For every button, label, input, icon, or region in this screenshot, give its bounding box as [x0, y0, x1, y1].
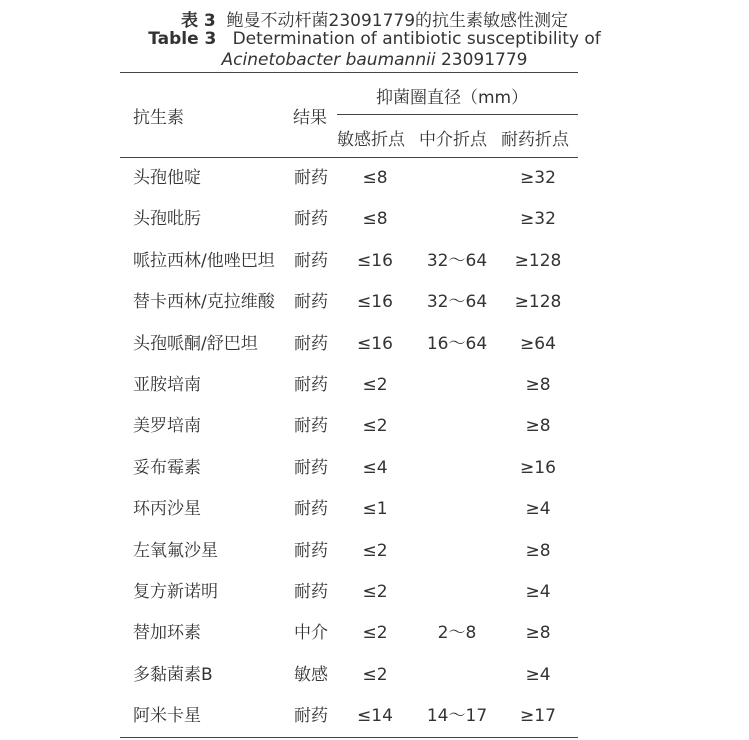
intermediate-breakpoint-text: 16～64: [426, 333, 488, 354]
table-label-cn: 表 3: [180, 11, 216, 31]
resistant-breakpoint-text: ≥4: [525, 664, 551, 685]
antibiotic-name: 替加环素: [133, 623, 201, 644]
susceptible-breakpoint-text: ≤8: [362, 209, 388, 230]
table-label-en: Table 3: [148, 29, 217, 49]
header-result: 结果: [293, 108, 327, 128]
antibiotic-name: 复方新诺明: [133, 582, 218, 602]
susceptible-breakpoint-text: ≤14: [357, 706, 393, 727]
species-name: Acinetobacter baumannii: [221, 50, 436, 70]
resistant-breakpoint-text: ≥128: [514, 292, 562, 313]
resistant-breakpoint-text: ≥17: [520, 706, 556, 727]
antibiotic-name: 头孢吡肟: [133, 209, 201, 230]
header-diameter-group: 抑菌圈直径（mm）: [376, 88, 529, 108]
intermediate-breakpoint-text: 32～64: [426, 292, 488, 313]
result-cell: 耐药: [294, 706, 328, 727]
header-sub-rule: [337, 114, 578, 115]
susceptible-breakpoint-text: ≤8: [362, 168, 388, 188]
header-resistant: 耐药折点: [501, 130, 569, 150]
intermediate-breakpoint-text: 32～64: [426, 250, 488, 271]
header-susceptible: 敏感折点: [337, 130, 405, 150]
bottom-rule: [120, 737, 578, 738]
header-intermediate: 中介折点: [419, 130, 487, 150]
antibiotic-name: 环丙沙星: [133, 499, 201, 520]
result-cell: 耐药: [294, 540, 328, 561]
intermediate-breakpoint-text: 14～17: [426, 706, 488, 727]
result-cell: 耐药: [294, 457, 328, 478]
table-title-species: [0, 50, 749, 70]
antibiotic-name: 美罗培南: [133, 416, 201, 437]
table-title-cn: [0, 6, 749, 31]
resistant-breakpoint-text: ≥32: [520, 168, 556, 188]
intermediate-breakpoint-text: 2～8: [437, 623, 477, 644]
resistant-breakpoint-text: ≥128: [514, 250, 562, 271]
result-cell: 中介: [294, 623, 328, 644]
result-cell: 耐药: [294, 250, 328, 271]
susceptible-breakpoint-text: ≤2: [362, 623, 388, 644]
antibiotic-name: 亚胺培南: [133, 375, 201, 395]
result-cell: 耐药: [294, 333, 328, 354]
result-cell: 耐药: [294, 209, 328, 230]
table-title-en-text: Determination of antibiotic susceptibility of: [232, 29, 601, 49]
table-title-en: [0, 29, 749, 49]
antibiotic-name: 头孢他啶: [133, 168, 201, 188]
susceptible-breakpoint-text: ≤16: [357, 333, 393, 354]
result-cell: 耐药: [294, 416, 328, 437]
susceptible-breakpoint-text: ≤1: [362, 499, 388, 520]
header-antibiotic: 抗生素: [133, 108, 184, 128]
result-cell: 耐药: [294, 499, 328, 520]
resistant-breakpoint-text: ≥64: [520, 333, 556, 354]
resistant-breakpoint-text: ≥4: [525, 499, 551, 520]
result-cell: 耐药: [294, 582, 328, 602]
antibiotic-name: 哌拉西林/他唑巴坦: [133, 250, 275, 271]
table-title-cn-text: 鲍曼不动杆菌23091779的抗生素敏感性测定: [226, 11, 569, 31]
susceptible-breakpoint-text: ≤2: [362, 664, 388, 685]
susceptible-breakpoint-text: ≤4: [362, 457, 388, 478]
susceptible-breakpoint-text: ≤2: [362, 582, 388, 602]
top-rule: [120, 72, 578, 73]
strain-id: 23091779: [440, 50, 528, 70]
resistant-breakpoint-text: ≥8: [525, 623, 551, 644]
antibiotic-name: 头孢哌酮/舒巴坦: [133, 333, 258, 354]
susceptible-breakpoint-text: ≤16: [357, 292, 393, 313]
result-cell: 敏感: [294, 664, 328, 685]
antibiotic-name: 替卡西林/克拉维酸: [133, 292, 275, 313]
antibiotic-name: 左氧氟沙星: [133, 540, 218, 561]
resistant-breakpoint-text: ≥8: [525, 375, 551, 395]
resistant-breakpoint-text: ≥4: [525, 582, 551, 602]
susceptible-breakpoint-text: ≤16: [357, 250, 393, 271]
result-cell: 耐药: [294, 168, 328, 188]
resistant-breakpoint-text: ≥8: [525, 416, 551, 437]
antibiotic-name: 多黏菌素B: [133, 664, 213, 685]
susceptible-breakpoint-text: ≤2: [362, 416, 388, 437]
resistant-breakpoint-text: ≥32: [520, 209, 556, 230]
result-cell: 耐药: [294, 375, 328, 395]
antibiotic-name: 阿米卡星: [133, 706, 201, 727]
resistant-breakpoint-text: ≥8: [525, 540, 551, 561]
susceptible-breakpoint-text: ≤2: [362, 375, 388, 395]
result-cell: 耐药: [294, 292, 328, 313]
resistant-breakpoint-text: ≥16: [520, 457, 556, 478]
antibiotic-name: 妥布霉素: [133, 457, 201, 478]
susceptible-breakpoint-text: ≤2: [362, 540, 388, 561]
